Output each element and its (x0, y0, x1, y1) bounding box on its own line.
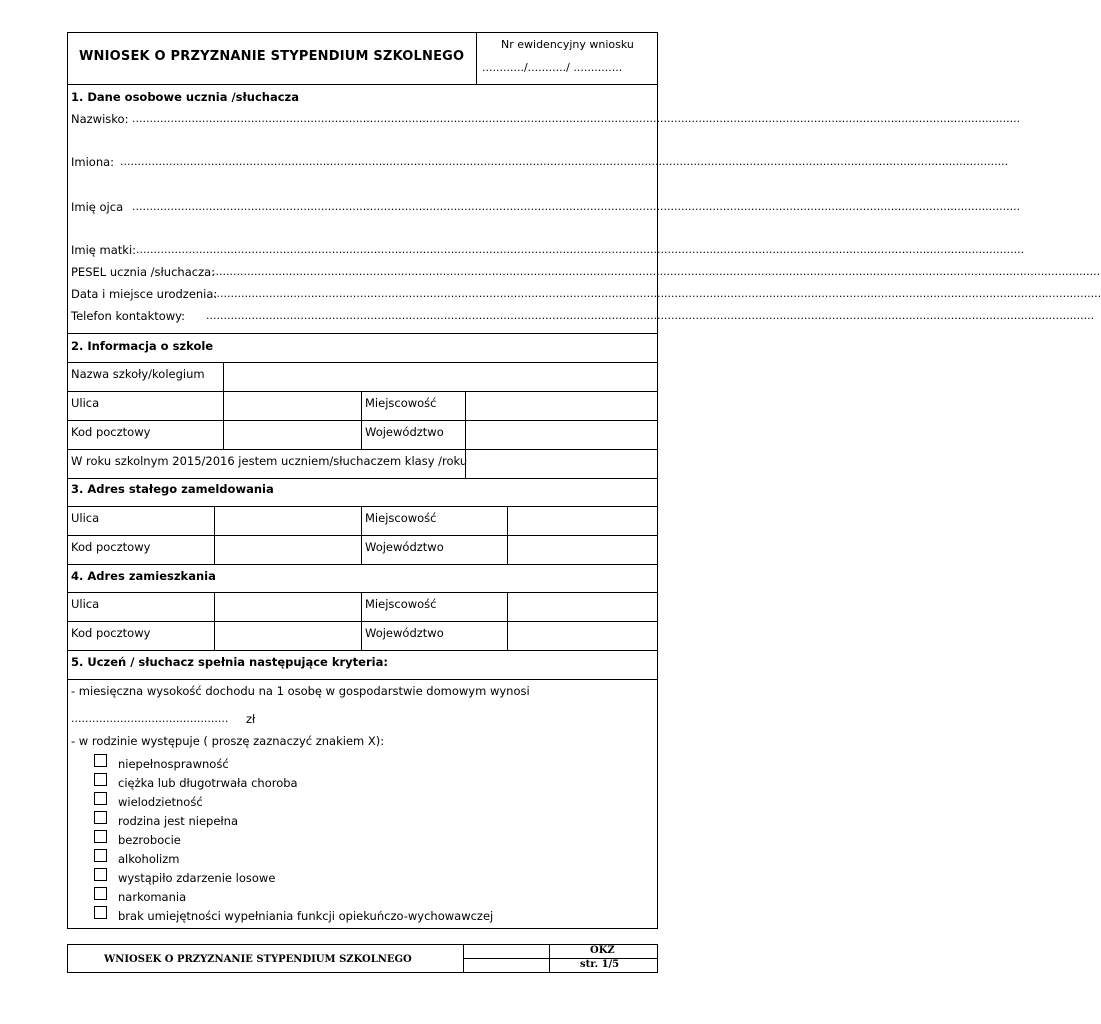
header-divider (476, 32, 477, 85)
divider (67, 478, 658, 479)
mother-name-field[interactable]: .............................................................................................................................................................................................................................................................. (136, 243, 1025, 256)
residence-street-field[interactable] (215, 593, 361, 621)
school-postal-label: Kod pocztowy (71, 425, 151, 439)
residence-city-field[interactable] (508, 593, 657, 621)
surname-field[interactable]: .............................................................................................................................................................................................................................................................. (132, 112, 1021, 125)
criterion-label: alkoholizm (118, 852, 180, 866)
criterion-checkbox[interactable] (94, 754, 107, 767)
registered-postal-label: Kod pocztowy (71, 540, 151, 554)
school-street-field[interactable] (224, 392, 361, 420)
residence-postal-label: Kod pocztowy (71, 626, 151, 640)
divider (67, 679, 658, 680)
criterion-label: bezrobocie (118, 833, 181, 847)
registered-street-label: Ulica (71, 511, 100, 525)
criterion-checkbox[interactable] (94, 849, 107, 862)
criterion-checkbox[interactable] (94, 887, 107, 900)
residence-street-label: Ulica (71, 597, 100, 611)
school-voivodeship-field[interactable] (466, 421, 657, 449)
father-name-label: Imię ojca (71, 200, 124, 214)
criterion-label: wystąpiło zdarzenie losowe (118, 871, 276, 885)
registration-number-label: Nr ewidencyjny wniosku (501, 38, 634, 51)
registered-street-field[interactable] (215, 507, 361, 535)
birth-date-place-label: Data i miejsce urodzenia: (71, 287, 218, 301)
school-street-label: Ulica (71, 396, 100, 410)
criterion-label: ciężka lub długotrwała choroba (118, 776, 298, 790)
section-1-heading: 1. Dane osobowe ucznia /słuchacza (71, 90, 300, 104)
residence-postal-field[interactable] (215, 622, 361, 650)
school-year-label: W roku szkolnym 2015/2016 jestem uczniem/słuchaczem klasy /roku (71, 454, 468, 468)
footer-title: WNIOSEK O PRZYZNANIE STYPENDIUM SZKOLNEGO (104, 954, 412, 965)
first-names-field[interactable]: .............................................................................................................................................................................................................................................................. (120, 155, 1009, 168)
criterion-label: narkomania (118, 890, 187, 904)
residence-voivodeship-field[interactable] (508, 622, 657, 650)
criterion-checkbox[interactable] (94, 811, 107, 824)
criterion-label: niepełnosprawność (118, 757, 229, 771)
surname-label: Nazwisko: (71, 112, 129, 126)
residence-city-label: Miejscowość (365, 597, 437, 611)
divider (67, 564, 658, 565)
school-name-label: Nazwa szkoły/kolegium (71, 367, 205, 381)
form-title: WNIOSEK O PRZYZNANIE STYPENDIUM SZKOLNEGO (79, 49, 465, 64)
mother-name-label: Imię matki: (71, 243, 137, 257)
school-name-field[interactable] (224, 363, 657, 391)
first-names-label: Imiona: (71, 155, 115, 169)
divider (463, 958, 658, 959)
section-2-heading: 2. Informacja o szkole (71, 339, 214, 353)
school-class-field[interactable] (466, 450, 657, 478)
father-name-field[interactable]: .............................................................................................................................................................................................................................................................. (132, 200, 1021, 213)
criterion-checkbox[interactable] (94, 868, 107, 881)
criterion-checkbox[interactable] (94, 830, 107, 843)
section-4-heading: 4. Adres zamieszkania (71, 569, 216, 583)
income-label: - miesięczna wysokość dochodu na 1 osobę w gospodarstwie domowym wynosi (71, 684, 530, 698)
currency-label: zł (246, 712, 256, 726)
criterion-label: rodzina jest niepełna (118, 814, 238, 828)
divider (67, 650, 658, 651)
criterion-checkbox[interactable] (94, 773, 107, 786)
registered-city-field[interactable] (508, 507, 657, 535)
phone-label: Telefon kontaktowy: (71, 309, 186, 323)
criterion-label: brak umiejętności wypełniania funkcji opiekuńczo-wychowawczej (118, 909, 494, 923)
registered-city-label: Miejscowość (365, 511, 437, 525)
school-voivodeship-label: Województwo (365, 425, 444, 439)
criterion-checkbox[interactable] (94, 906, 107, 919)
footer-code: OKZ (590, 945, 615, 956)
section-5-heading: 5. Uczeń / słuchacz spełnia następujące kryteria: (71, 655, 388, 669)
school-postal-field[interactable] (224, 421, 361, 449)
registration-number-field[interactable]: ............/.........../ .............. (482, 61, 623, 74)
criterion-checkbox[interactable] (94, 792, 107, 805)
phone-field[interactable]: .............................................................................................................................................................................................................................................................. (206, 309, 1095, 322)
residence-voivodeship-label: Województwo (365, 626, 444, 640)
registered-postal-field[interactable] (215, 536, 361, 564)
income-field[interactable]: ............................................. (71, 712, 229, 725)
birth-date-place-field[interactable]: .............................................................................................................................................................................................................................................................. (213, 287, 1101, 300)
registered-voivodeship-label: Województwo (365, 540, 444, 554)
pesel-field[interactable]: .............................................................................................................................................................................................................................................................. (212, 265, 1101, 278)
family-criteria-label: - w rodzinie występuje ( proszę zaznaczyć znakiem X): (71, 734, 385, 748)
criterion-label: wielodzietność (118, 795, 203, 809)
pesel-label: PESEL ucznia /słuchacza: (71, 265, 216, 279)
school-city-field[interactable] (466, 392, 657, 420)
registered-voivodeship-field[interactable] (508, 536, 657, 564)
footer-page: str. 1/5 (580, 959, 620, 970)
section-3-heading: 3. Adres stałego zameldowania (71, 482, 274, 496)
school-city-label: Miejscowość (365, 396, 437, 410)
divider (67, 333, 658, 334)
